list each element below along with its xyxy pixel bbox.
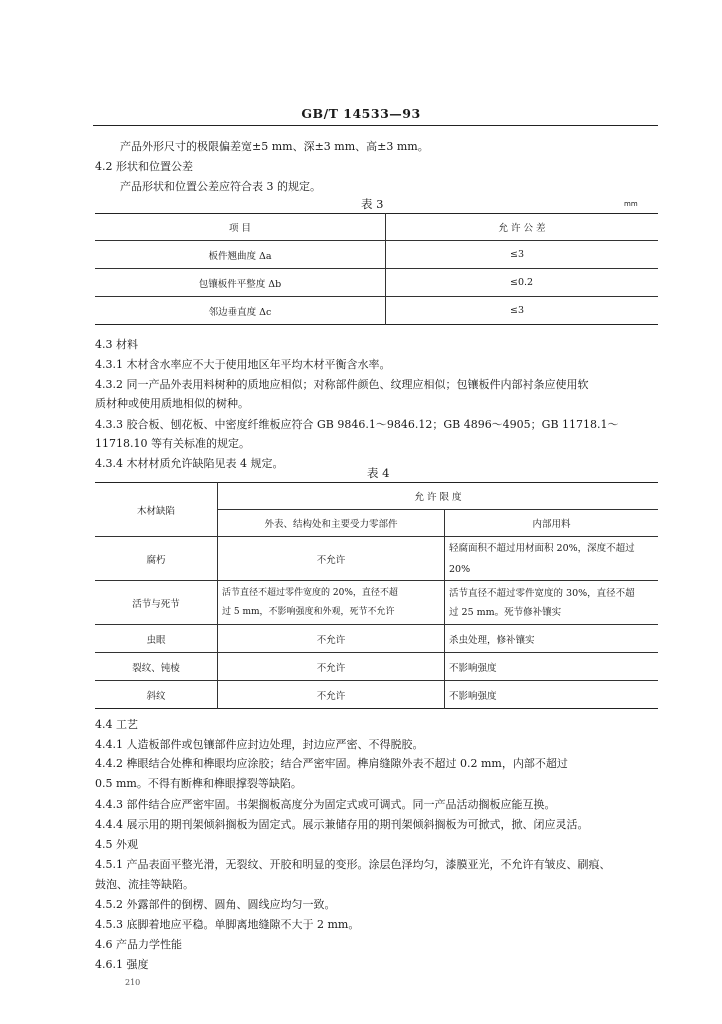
table-4-cell-inner: 不影响强度: [449, 662, 497, 674]
table-3-caption: 表 3: [361, 197, 384, 211]
table-3-unit: mm: [624, 200, 638, 208]
table-row: [95, 681, 658, 709]
table-4-cell-inner-line: 轻腐面积不超过用材面积 20%，深度不超过: [449, 542, 635, 554]
table-4-cell-defect: 腐朽: [95, 537, 218, 581]
table-3: [95, 213, 658, 325]
table-3-cell-item: 板件翘曲度 Δa: [95, 241, 386, 269]
section-heading-4-5: 4.5 外观: [95, 838, 138, 851]
table-4: [95, 482, 658, 709]
paragraph-4-6-1: 4.6.1 强度: [95, 958, 149, 971]
paragraph-4-2: 产品形状和位置公差应符合表 3 的规定。: [120, 180, 321, 193]
section-heading-4-3: 4.3 材料: [95, 338, 138, 351]
paragraph-4-5-1: 4.5.1 产品表面平整光滑，无裂纹、开胶和明显的变形。涂层色泽均匀，漆膜亚光，不允许有皱皮、刷痕、: [95, 858, 611, 871]
paragraph-4-5-2: 4.5.2 外露部件的倒楞、圆角、圆线应均匀一致。: [95, 898, 336, 911]
paragraph-4-4-3: 4.4.3 部件结合应严密牢固。书架搁板高度分为固定式或可调式。同一产品活动搁板应能互换。: [95, 798, 556, 811]
table-4-cell-outer: 不允许: [218, 537, 445, 581]
table-4-cell-outer: 不允许: [218, 625, 445, 653]
table-3-cell-item: 包镶板件平整度 Δb: [95, 269, 386, 297]
paragraph-4-5-3: 4.5.3 底脚着地应平稳。单脚离地缝隙不大于 2 mm。: [95, 918, 360, 931]
table-row: [95, 269, 658, 297]
table-4-cell-inner: 杀虫处理，修补镶实: [449, 634, 535, 646]
table-4-cell-inner-line: 20%: [449, 563, 471, 575]
table-row: [95, 625, 658, 653]
table-4-cell-outer: 不允许: [218, 681, 445, 709]
paragraph-4-4-1: 4.4.1 人造板部件或包镶部件应封边处理，封边应严密、不得脱胶。: [95, 738, 424, 751]
table-row: [95, 581, 658, 625]
paragraph-4-3-4: 4.3.4 木材材质允许缺陷见表 4 规定。: [95, 457, 284, 470]
table-3-header-item: 项 目: [95, 214, 386, 241]
table-4-cell-defect: 裂纹、钝棱: [95, 653, 218, 681]
table-4-header-defect: 木材缺陷: [95, 483, 218, 537]
table-3-cell-value: ≤3: [510, 305, 525, 316]
table-3-cell-value: ≤3: [510, 249, 525, 260]
table-4-cell-defect: 斜纹: [95, 681, 218, 709]
paragraph-4-4-4: 4.4.4 展示用的期刊架倾斜搁板为固定式。展示兼储存用的期刊架倾斜搁板为可掀式，掀、闭应灵活。: [95, 818, 589, 831]
paragraph-dimension-tolerance: 产品外形尺寸的极限偏差宽±5 mm、深±3 mm、高±3 mm。: [120, 140, 429, 153]
section-heading-4-4: 4.4 工艺: [95, 718, 138, 731]
paragraph-4-3-2-cont: 质材种或使用质地相似的树种。: [95, 397, 249, 410]
standard-header: GB/T 14533—93: [301, 106, 421, 121]
paragraph-4-3-3: 4.3.3 胶合板、刨花板、中密度纤维板应符合 GB 9846.1～9846.12；GB 4896～4905；GB 11718.1～: [95, 418, 619, 431]
table-4-caption: 表 4: [367, 466, 390, 480]
paragraph-4-5-1-cont: 鼓泡、流挂等缺陷。: [95, 878, 194, 891]
table-4-header-outer: 外表、结构处和主要受力零部件: [218, 510, 445, 537]
table-4-cell-outer: 不允许: [218, 653, 445, 681]
section-heading-4-6: 4.6 产品力学性能: [95, 938, 182, 951]
table-3-cell-item: 邻边垂直度 Δc: [95, 297, 386, 325]
table-4-cell-inner-line: 过 25 mm。死节修补镶实: [449, 606, 562, 618]
table-row: [95, 653, 658, 681]
paragraph-4-4-2-cont: 0.5 mm。不得有断榫和榫眼撑裂等缺陷。: [95, 777, 302, 790]
table-4-cell-defect: 虫眼: [95, 625, 218, 653]
table-4-cell-inner-line: 活节直径不超过零件宽度的 30%，直径不超: [449, 587, 635, 599]
paragraph-4-3-1: 4.3.1 木材含水率应不大于使用地区年平均木材平衡含水率。: [95, 358, 391, 371]
table-4-cell-outer-line: 活节直径不超过零件宽度的 20%，直径不超: [222, 587, 398, 598]
table-4-cell-inner: 不影响强度: [449, 690, 497, 702]
table-row: [95, 297, 658, 325]
table-4-cell-defect: 活节与死节: [95, 581, 218, 625]
page-number: 210: [125, 978, 141, 987]
paragraph-4-3-2: 4.3.2 同一产品外表用料树种的质地应相似；对称部件颜色、纹理应相似；包镶板件内部衬条应使用软: [95, 378, 589, 391]
paragraph-4-4-2: 4.4.2 榫眼结合处榫和榫眼均应涂胶；结合严密牢固。榫肩缝隙外表不超过 0.2 mm，内部不超过: [95, 757, 568, 770]
table-3-cell-value: ≤0.2: [510, 277, 534, 288]
section-heading-4-2: 4.2 形状和位置公差: [95, 160, 193, 173]
table-4-cell-outer-line: 过 5 mm，不影响强度和外观，死节不允许: [222, 606, 395, 617]
paragraph-4-3-3-cont: 11718.10 等有关标准的规定。: [95, 437, 250, 450]
header-rule: [93, 125, 658, 126]
table-4-header-allowed: 允 许 限 度: [414, 492, 462, 503]
table-row: [95, 537, 658, 581]
table-row: [95, 241, 658, 269]
table-3-header-tolerance: 允 许 公 差: [498, 223, 546, 234]
table-4-header-inner: 内部用料: [532, 519, 571, 530]
